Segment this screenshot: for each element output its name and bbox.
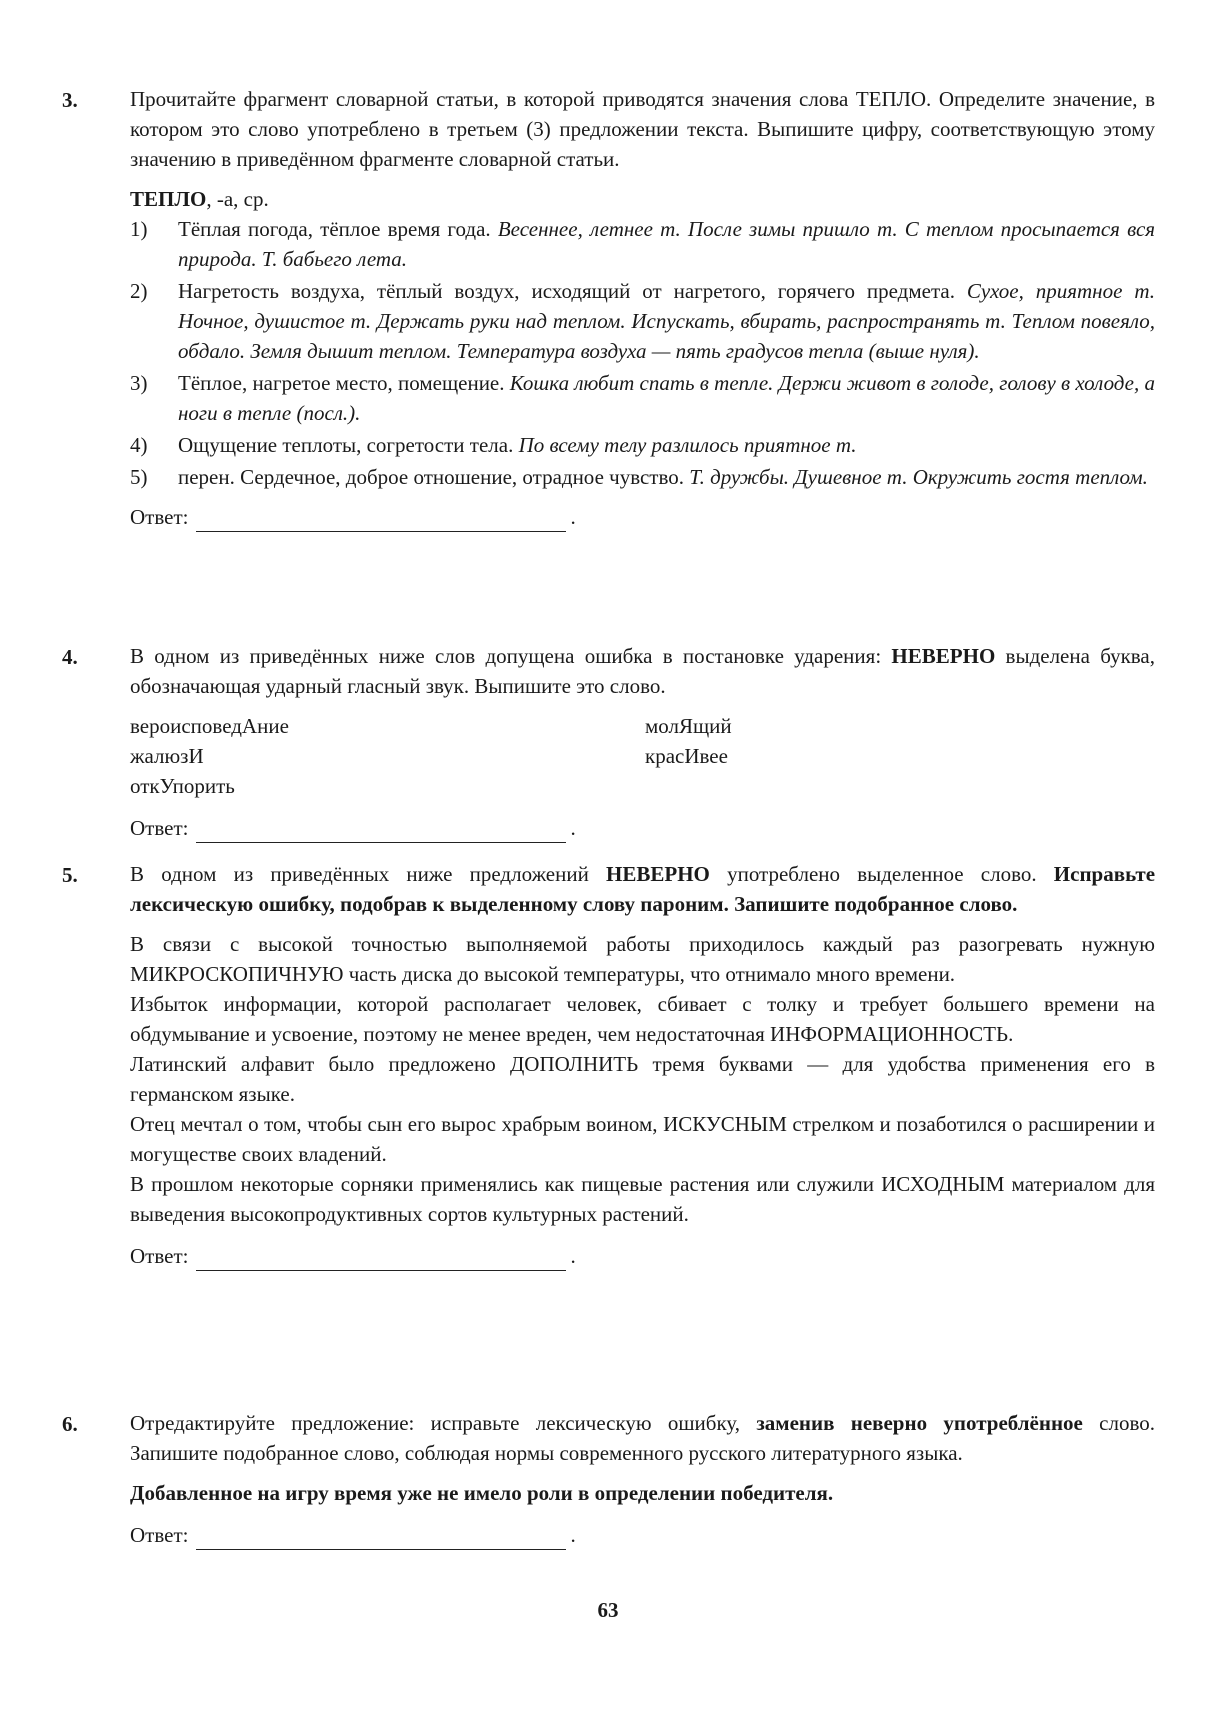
- intro-bold: заменив неверно употреблённое: [756, 1411, 1083, 1435]
- definition-text: Ощущение теплоты, согретости тела.: [178, 433, 514, 457]
- sentence: Отец мечтал о том, чтобы сын его вырос храбрым воином, ИСКУСНЫМ стрелком и позаботился о расширении и могуществе своих владений.: [130, 1112, 1155, 1166]
- task-intro: [130, 859, 1155, 919]
- task-number: 4.: [62, 645, 78, 669]
- definition-examples: По всему телу разлилось приятное т.: [518, 433, 857, 457]
- task-intro: [130, 641, 1155, 701]
- answer-row: [130, 1520, 1155, 1550]
- answer-label: Ответ:: [130, 505, 189, 529]
- task-intro: Прочитайте фрагмент словарной статьи, в которой приводятся значения слова ТЕПЛО. Определите значение, в котором это слово употреблено в третьем (3) предложении текста. Выпишите цифру, соответствующую этому значению в приведённом фрагменте словарной статьи.: [130, 87, 1155, 171]
- definition-number: 2): [130, 279, 148, 303]
- definition-text: Нагретость воздуха, тёплый воздух, исходящий от нагретого, горячего предмета.: [178, 279, 955, 303]
- intro-text: Отредактируйте предложение: исправьте лексическую ошибку,: [130, 1411, 757, 1435]
- intro-bold: НЕВЕРНО: [891, 644, 996, 668]
- intro-text: В одном из приведённых ниже слов допущена ошибка в постановке ударения:: [130, 644, 892, 668]
- definition-item: [130, 430, 1155, 460]
- task-number: 6.: [62, 1412, 78, 1436]
- definition-number: 5): [130, 465, 148, 489]
- definition-number: 3): [130, 371, 148, 395]
- sentence: Избыток информации, которой располагает человек, сбивает с толку и требует большего времени на обдумывание и усвоение, поэтому не менее вреден, чем недостаточная ИНФОРМАЦИОННОСТЬ.: [130, 992, 1155, 1046]
- definition-item: [130, 368, 1155, 428]
- answer-row: [130, 502, 1155, 532]
- sentence: Латинский алфавит было предложено ДОПОЛНИТЬ тремя буквами — для удобства применения его в германском языке.: [130, 1052, 1155, 1106]
- definition-item: [130, 462, 1155, 492]
- task-body: [130, 859, 1155, 1271]
- word-item: молЯщий: [645, 714, 732, 738]
- answer-row: [130, 1241, 1155, 1271]
- grammar-note: , -а, ср.: [206, 187, 269, 211]
- page-number: 63: [597, 1598, 619, 1622]
- definition-text: перен. Сердечное, доброе отношение, отрадное чувство.: [178, 465, 685, 489]
- intro-bold: НЕВЕРНО: [606, 862, 710, 886]
- answer-period: .: [570, 1523, 576, 1547]
- definition-examples: Т. дружбы. Душевное т. Окружить гостя теплом.: [689, 465, 1148, 489]
- intro-text: употреблено выделенное слово.: [709, 862, 1054, 886]
- word-item: откУпорить: [130, 774, 235, 798]
- intro-text: В одном из приведённых ниже предложений: [130, 862, 607, 886]
- definition-examples: Сухое, приятное т. Ночное, душистое т. Держать руки над теплом. Испускать, вбирать, распространять т. Теплом повеяло, обдало. Земля дышит теплом. Температура воздуха — пять градусов тепла (выше нуля).: [178, 279, 1156, 363]
- answer-row: [130, 813, 1155, 843]
- task-body: [130, 641, 1155, 843]
- answer-period: .: [570, 816, 576, 840]
- answer-label: Ответ:: [130, 1244, 189, 1268]
- dictionary-headword-line: [130, 184, 1155, 214]
- answer-line[interactable]: [196, 820, 566, 843]
- answer-label: Ответ:: [130, 1523, 189, 1547]
- intro-text: слово. Запишите подобранное слово, соблюдая нормы современного русского литературного языка.: [130, 1411, 1155, 1465]
- definition-text: Тёплое, нагретое место, помещение.: [178, 371, 505, 395]
- definition-list: [130, 214, 1155, 492]
- task-body: [130, 1408, 1155, 1550]
- word-item: жалюзИ: [130, 744, 204, 768]
- task-intro: [130, 1408, 1155, 1468]
- word-item: вероисповедАние: [130, 714, 289, 738]
- definition-examples: Весеннее, летнее т. После зимы пришло т. С теплом просыпается вся природа. Т. бабьего лета.: [178, 217, 1156, 271]
- intro-text: выделена буква, обозначающая ударный гласный звук. Выпишите это слово.: [130, 644, 1155, 698]
- word-list: [130, 711, 1155, 801]
- answer-period: .: [570, 505, 576, 529]
- task-body: [130, 84, 1155, 532]
- definition-examples: Кошка любит спать в тепле. Держи живот в голоде, голову в холоде, а ноги в тепле (посл.).: [178, 371, 1155, 425]
- definition-item: [130, 276, 1155, 366]
- definition-number: 4): [130, 433, 148, 457]
- intro-instruction: Исправьте лексическую ошибку, подобрав к выделенному слову пароним. Запишите подобранное слово.: [130, 862, 1156, 916]
- definition-item: [130, 214, 1155, 274]
- definition-text: Тёплая погода, тёплое время года.: [178, 217, 491, 241]
- task-number: 5.: [62, 863, 78, 887]
- task-number: 3.: [62, 88, 78, 112]
- headword: ТЕПЛО: [130, 187, 207, 211]
- answer-line[interactable]: [196, 509, 566, 532]
- task-sentence: Добавленное на игру время уже не имело роли в определении победителя.: [130, 1481, 834, 1505]
- sentence: В прошлом некоторые сорняки применялись как пищевые растения или служили ИСХОДНЫМ материалом для выведения высокопродуктивных сортов культурных растений.: [130, 1172, 1155, 1226]
- answer-label: Ответ:: [130, 816, 189, 840]
- answer-line[interactable]: [196, 1248, 566, 1271]
- answer-line[interactable]: [196, 1527, 566, 1550]
- answer-period: .: [570, 1244, 576, 1268]
- definition-number: 1): [130, 217, 148, 241]
- sentence: В связи с высокой точностью выполняемой работы приходилось каждый раз разогревать нужную МИКРОСКОПИЧНУЮ часть диска до высокой температуры, что отнимало много времени.: [130, 932, 1155, 986]
- word-item: красИвее: [645, 744, 728, 768]
